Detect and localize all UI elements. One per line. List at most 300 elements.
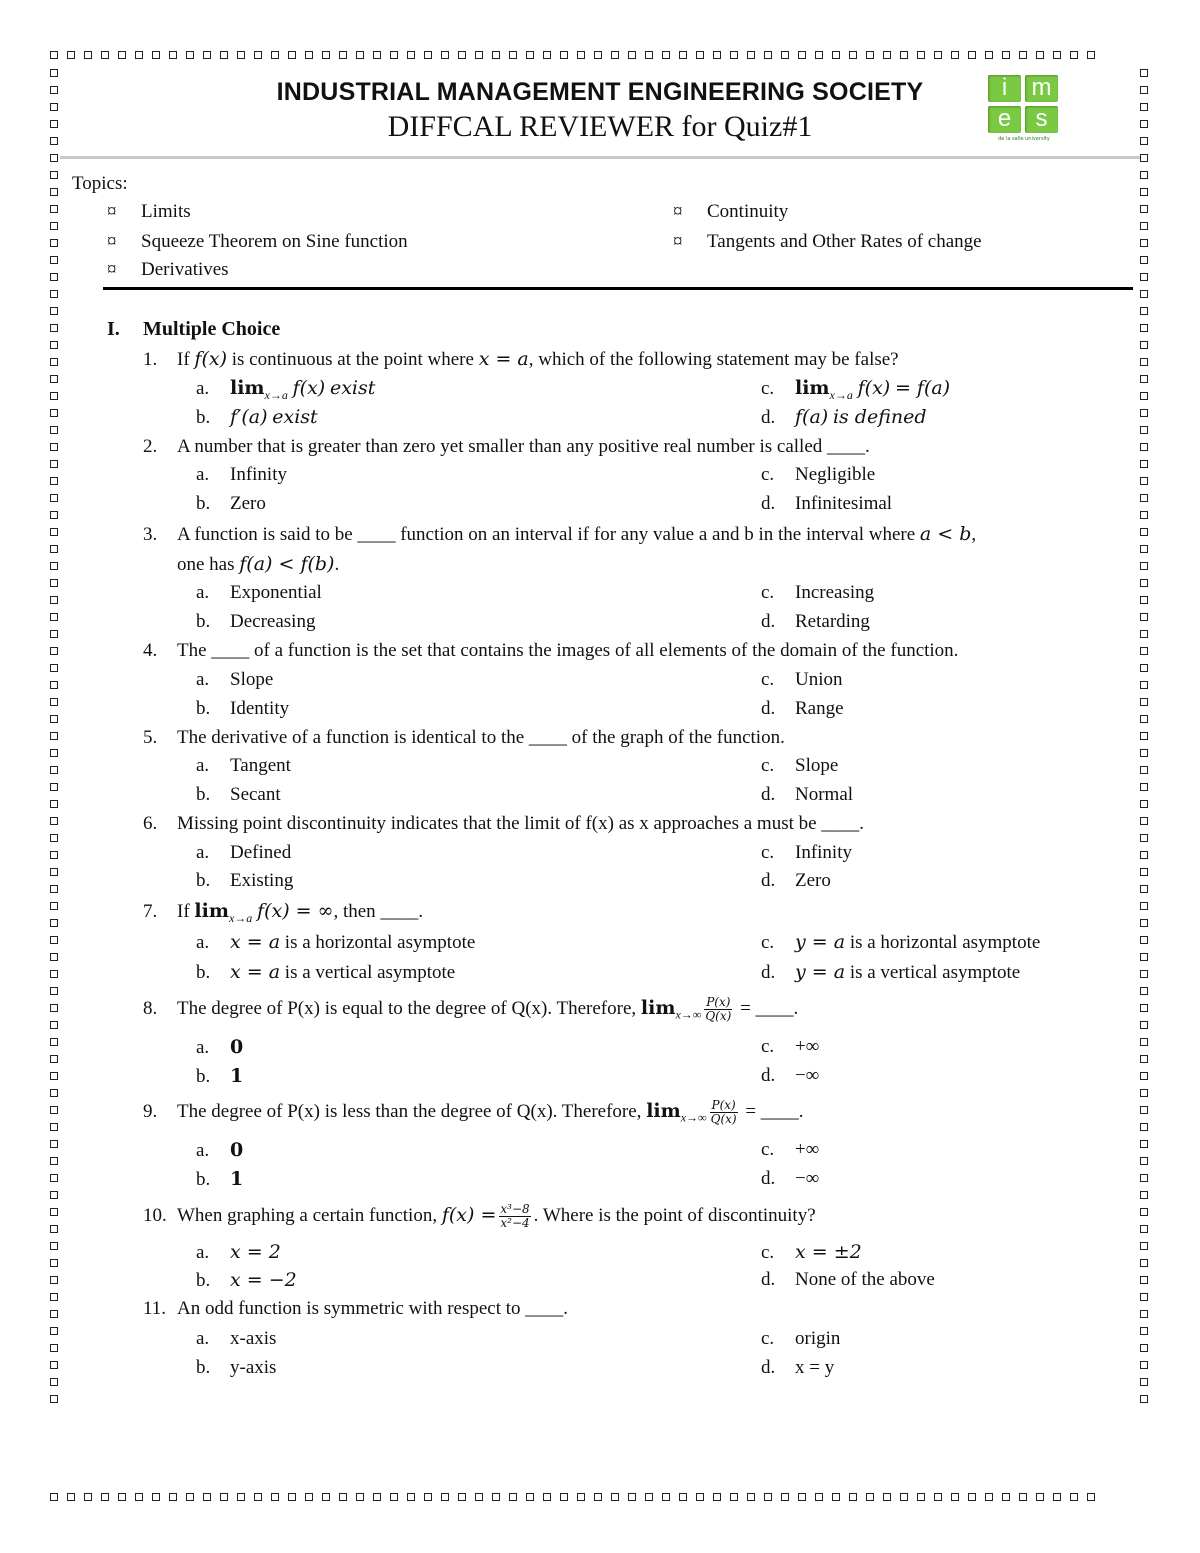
question-text: . Where is the point of discontinuity? (533, 1204, 816, 1226)
border-square (50, 766, 58, 774)
border-square (50, 936, 58, 944)
border-square (1019, 51, 1027, 59)
border-square (84, 51, 92, 59)
border-square (50, 188, 58, 196)
option-text: Tangent (230, 755, 291, 776)
border-square (577, 51, 585, 59)
border-square (135, 51, 143, 59)
border-square (1140, 800, 1148, 808)
border-square (577, 1493, 585, 1501)
question-number: 9. (143, 1100, 158, 1122)
border-square (50, 290, 58, 298)
topic-item (107, 201, 191, 223)
option-text: Normal (795, 784, 854, 805)
option-letter: a. (196, 1242, 210, 1263)
border-square (1140, 953, 1148, 961)
border-square (1140, 1395, 1148, 1403)
border-square (441, 51, 449, 59)
border-square (611, 51, 619, 59)
option-d (761, 1065, 819, 1087)
option-text: is a horizontal asymptote (845, 932, 1041, 953)
fraction-numerator: P(x) (706, 995, 731, 1009)
math-expr: f′(a) (230, 406, 268, 428)
math-expr: f(x) = ∞ (257, 900, 334, 922)
border-square (1140, 494, 1148, 502)
border-square (1140, 1242, 1148, 1250)
border-square (50, 902, 58, 910)
border-square (781, 1493, 789, 1501)
border-square (1140, 630, 1148, 638)
border-square (50, 664, 58, 672)
border-square (1053, 51, 1061, 59)
option-a (196, 1328, 276, 1350)
border-square (50, 307, 58, 315)
topic-item (673, 201, 788, 223)
option-letter: c. (761, 378, 775, 399)
border-square (50, 460, 58, 468)
fraction-denominator: Q(x) (705, 1009, 732, 1023)
border-square (1036, 51, 1044, 59)
option-b (196, 870, 293, 892)
border-square (101, 1493, 109, 1501)
org-title: INDUSTRIAL MANAGEMENT ENGINEERING SOCIETY (276, 78, 924, 106)
border-square (1140, 1123, 1148, 1131)
border-square (424, 51, 432, 59)
option-c (761, 755, 838, 777)
border-square (1140, 715, 1148, 723)
border-square (1140, 290, 1148, 298)
border-square (1140, 1072, 1148, 1080)
border-square (1087, 1493, 1095, 1501)
border-square (1140, 681, 1148, 689)
option-text: origin (795, 1328, 841, 1349)
option-text: Slope (230, 669, 274, 690)
border-square (50, 443, 58, 451)
border-square (373, 1493, 381, 1501)
option-c (761, 1328, 840, 1350)
border-square (50, 800, 58, 808)
border-square (118, 1493, 126, 1501)
border-square (611, 1493, 619, 1501)
option-letter: d. (761, 493, 776, 514)
math-expr: f(a) (795, 406, 829, 428)
border-square (1070, 1493, 1078, 1501)
border-square (951, 1493, 959, 1501)
border-square (968, 51, 976, 59)
border-square (67, 51, 75, 59)
border-square (1140, 902, 1148, 910)
border-square (407, 1493, 415, 1501)
question-7 (143, 900, 423, 926)
border-square (50, 392, 58, 400)
border-square (50, 1123, 58, 1131)
border-square (220, 51, 228, 59)
border-square (50, 120, 58, 128)
question-text: The derivative of a function is identical to the ____ of the graph of the function. (177, 727, 785, 748)
option-b (196, 611, 315, 633)
border-square (798, 51, 806, 59)
border-square (475, 1493, 483, 1501)
border-square (50, 1344, 58, 1352)
border-square (1140, 987, 1148, 995)
border-square (254, 51, 262, 59)
border-square (407, 51, 415, 59)
border-square (475, 51, 483, 59)
option-d (761, 1357, 834, 1379)
question-text: , which of the following statement may be false? (528, 349, 899, 370)
border-square (1140, 1174, 1148, 1182)
border-left (50, 69, 58, 1412)
question-number: 10. (143, 1204, 167, 1226)
fraction-denominator: x²−4 (500, 1216, 530, 1230)
border-square (1140, 936, 1148, 944)
border-square (271, 1493, 279, 1501)
border-square (50, 341, 58, 349)
border-square (1140, 1089, 1148, 1097)
option-letter: a. (196, 842, 210, 863)
question-text: Missing point discontinuity indicates that the limit of f(x) as x approaches a must be ____. (177, 813, 865, 834)
option-letter: c. (761, 1139, 775, 1160)
topic-bullet-icon: ¤ (107, 259, 117, 280)
question-number: 7. (143, 901, 158, 922)
option-letter: c. (761, 1242, 775, 1263)
border-square (1140, 341, 1148, 349)
border-square (1140, 1259, 1148, 1267)
option-a (196, 1139, 243, 1162)
border-square (50, 783, 58, 791)
border-square (50, 1055, 58, 1063)
border-square (50, 749, 58, 757)
option-a (196, 931, 475, 954)
option-text: Negligible (795, 464, 876, 485)
question-4 (143, 640, 958, 662)
option-text: Defined (230, 842, 292, 863)
border-square (1140, 1157, 1148, 1165)
lim-symbol: lim (640, 996, 676, 1019)
border-square (186, 1493, 194, 1501)
option-letter: a. (196, 755, 210, 776)
option-text: Identity (230, 698, 290, 719)
border-square (101, 51, 109, 59)
option-c (761, 931, 1040, 954)
border-square (1140, 511, 1148, 519)
border-square (628, 51, 636, 59)
border-square (1140, 324, 1148, 332)
option-b (196, 961, 455, 984)
document-subtitle: DIFFCAL REVIEWER for Quiz#1 (387, 110, 813, 143)
border-square (1140, 783, 1148, 791)
border-square (50, 1157, 58, 1165)
option-text: Existing (230, 870, 294, 891)
option-text: Retarding (795, 611, 870, 632)
option-letter: c. (761, 1036, 775, 1057)
option-a (196, 464, 287, 486)
option-a (196, 1036, 243, 1059)
option-letter: d. (761, 698, 776, 719)
option-text: Exponential (230, 582, 322, 603)
math-expr: y = a (795, 961, 846, 983)
option-b (196, 1357, 276, 1379)
option-letter: d. (761, 1168, 776, 1189)
border-square (50, 630, 58, 638)
option-text: 1 (230, 1065, 244, 1087)
question-number: 3. (143, 524, 158, 545)
border-square (1140, 1055, 1148, 1063)
border-square (50, 647, 58, 655)
border-square (1002, 51, 1010, 59)
border-square (883, 51, 891, 59)
border-square (1140, 171, 1148, 179)
option-letter: c. (761, 582, 775, 603)
border-square (1140, 562, 1148, 570)
question-3-line-2 (177, 553, 339, 576)
border-square (50, 868, 58, 876)
option-d (761, 784, 853, 806)
border-square (50, 273, 58, 281)
option-letter: c. (761, 1328, 775, 1349)
border-square (1019, 1493, 1027, 1501)
logo-tile-m: m (1025, 75, 1058, 102)
option-text: x = y (795, 1357, 835, 1378)
option-text: exist (272, 406, 318, 428)
border-square (594, 1493, 602, 1501)
option-letter: a. (196, 582, 210, 603)
border-square (764, 51, 772, 59)
topic-item (107, 231, 408, 253)
question-number: 5. (143, 727, 158, 748)
border-square (50, 324, 58, 332)
option-letter: b. (196, 493, 211, 514)
border-square (50, 579, 58, 587)
topic-bullet-icon: ¤ (673, 231, 683, 252)
option-b (196, 1168, 243, 1191)
border-square (1140, 222, 1148, 230)
math-expr: f(a) < f(b) (239, 553, 335, 575)
option-text: 0 (230, 1036, 244, 1058)
question-text: A function is said to be ____ function on an interval if for any value a and b in the interval where (177, 524, 920, 545)
option-text: Decreasing (230, 611, 316, 632)
logo-caption: de la salle university (998, 136, 1050, 142)
border-square (832, 1493, 840, 1501)
option-letter: d. (761, 1065, 776, 1086)
border-square (271, 51, 279, 59)
border-square (50, 239, 58, 247)
imes-logo (985, 73, 1063, 149)
option-letter: a. (196, 1140, 210, 1161)
question-text: . (334, 554, 340, 575)
math-expr: x = a (230, 931, 281, 953)
border-square (662, 1493, 670, 1501)
border-square (1140, 851, 1148, 859)
border-square (696, 51, 704, 59)
option-d (761, 961, 1020, 984)
option-letter: a. (196, 378, 210, 399)
option-text: x = ±2 (795, 1241, 862, 1263)
question-text: = ____. (735, 997, 799, 1019)
option-text: y-axis (230, 1357, 277, 1378)
border-square (1140, 1344, 1148, 1352)
border-square (1140, 1208, 1148, 1216)
logo-tile-e: e (988, 106, 1021, 133)
option-text: = f(a) (894, 377, 951, 399)
border-square (50, 715, 58, 723)
option-letter: d. (761, 1269, 776, 1290)
option-text: Union (795, 669, 843, 690)
border-square (50, 409, 58, 417)
math-expr: a < b (919, 523, 972, 545)
option-d (761, 493, 892, 515)
topics-divider (103, 287, 1133, 290)
border-square (50, 562, 58, 570)
option-text: x = 2 (230, 1241, 281, 1263)
border-square (1140, 205, 1148, 213)
border-square (1140, 919, 1148, 927)
option-text: x = −2 (230, 1269, 297, 1291)
border-square (1140, 69, 1148, 77)
border-square (917, 51, 925, 59)
option-text: Infinity (795, 842, 852, 863)
question-text: , (971, 524, 977, 545)
border-square (1140, 970, 1148, 978)
border-square (84, 1493, 92, 1501)
border-square (288, 51, 296, 59)
fraction-denominator: Q(x) (710, 1112, 737, 1126)
logo-tile-s: s (1025, 106, 1058, 133)
option-letter: b. (196, 962, 211, 983)
border-square (390, 51, 398, 59)
border-square (1140, 137, 1148, 145)
border-square (50, 834, 58, 842)
border-square (50, 222, 58, 230)
border-square (1140, 1191, 1148, 1199)
section-number: I. (107, 318, 120, 340)
border-square (50, 103, 58, 111)
fraction (710, 1099, 738, 1126)
lim-subscript: x→a (264, 387, 288, 402)
border-square (50, 1395, 58, 1403)
border-square (169, 1493, 177, 1501)
border-square (696, 1493, 704, 1501)
border-square (679, 51, 687, 59)
border-square (679, 1493, 687, 1501)
border-square (560, 51, 568, 59)
border-square (747, 51, 755, 59)
border-square (1140, 545, 1148, 553)
border-square (781, 51, 789, 59)
option-b (196, 1065, 243, 1088)
question-6 (143, 813, 864, 835)
border-square (1140, 443, 1148, 451)
border-square (441, 1493, 449, 1501)
fraction (704, 996, 732, 1023)
option-text: is a vertical asymptote (280, 962, 456, 983)
border-square (50, 1310, 58, 1318)
option-letter: a. (196, 464, 210, 485)
option-d (761, 1168, 819, 1190)
option-letter: b. (196, 1270, 211, 1291)
option-text: Slope (795, 755, 839, 776)
border-square (390, 1493, 398, 1501)
border-square (1140, 477, 1148, 485)
border-square (339, 51, 347, 59)
border-square (1140, 1293, 1148, 1301)
lim-subscript: x→a (829, 387, 853, 402)
border-square (50, 851, 58, 859)
option-letter: a. (196, 1037, 210, 1058)
border-square (1140, 460, 1148, 468)
border-square (1140, 1310, 1148, 1318)
border-square (1053, 1493, 1061, 1501)
border-square (492, 1493, 500, 1501)
question-number: 4. (143, 640, 158, 661)
option-a (196, 1241, 281, 1264)
border-square (152, 51, 160, 59)
question-text: When graphing a certain function, (177, 1204, 442, 1226)
border-square (900, 1493, 908, 1501)
border-square (985, 51, 993, 59)
option-b (196, 784, 281, 806)
border-square (458, 1493, 466, 1501)
option-letter: c. (761, 932, 775, 953)
border-square (1140, 103, 1148, 111)
border-square (50, 1327, 58, 1335)
border-square (50, 256, 58, 264)
border-square (50, 1259, 58, 1267)
border-square (50, 1378, 58, 1386)
option-text: −∞ (795, 1065, 820, 1086)
border-square (985, 1493, 993, 1501)
border-square (1140, 1140, 1148, 1148)
option-d (761, 611, 870, 633)
border-square (169, 51, 177, 59)
border-square (50, 1106, 58, 1114)
border-square (50, 1191, 58, 1199)
border-square (509, 1493, 517, 1501)
question-text: one has (177, 554, 240, 575)
border-square (1140, 528, 1148, 536)
border-square (1140, 358, 1148, 366)
border-square (50, 817, 58, 825)
border-square (356, 51, 364, 59)
topic-text: Limits (141, 201, 191, 222)
border-square (50, 970, 58, 978)
border-square (1140, 426, 1148, 434)
option-text: Zero (795, 870, 831, 891)
question-text: The degree of P(x) is less than the degree of Q(x). Therefore, (177, 1100, 647, 1122)
topic-bullet-icon: ¤ (107, 201, 117, 222)
border-square (509, 51, 517, 59)
question-2 (143, 436, 870, 458)
option-letter: d. (761, 407, 776, 428)
border-square (645, 51, 653, 59)
fraction-numerator: x³−8 (500, 1202, 530, 1216)
option-d (761, 698, 844, 720)
math-expr: x = a (230, 961, 281, 983)
border-square (934, 51, 942, 59)
border-square (1140, 256, 1148, 264)
option-text: is a horizontal asymptote (280, 932, 476, 953)
border-square (1140, 749, 1148, 757)
option-text: −∞ (795, 1168, 820, 1189)
option-letter: b. (196, 407, 211, 428)
border-top (50, 51, 1104, 59)
logo-tile-i: i (988, 75, 1021, 102)
question-8 (143, 996, 798, 1023)
border-square (254, 1493, 262, 1501)
topics-label: Topics: (72, 173, 128, 194)
border-square (730, 1493, 738, 1501)
border-square (968, 1493, 976, 1501)
